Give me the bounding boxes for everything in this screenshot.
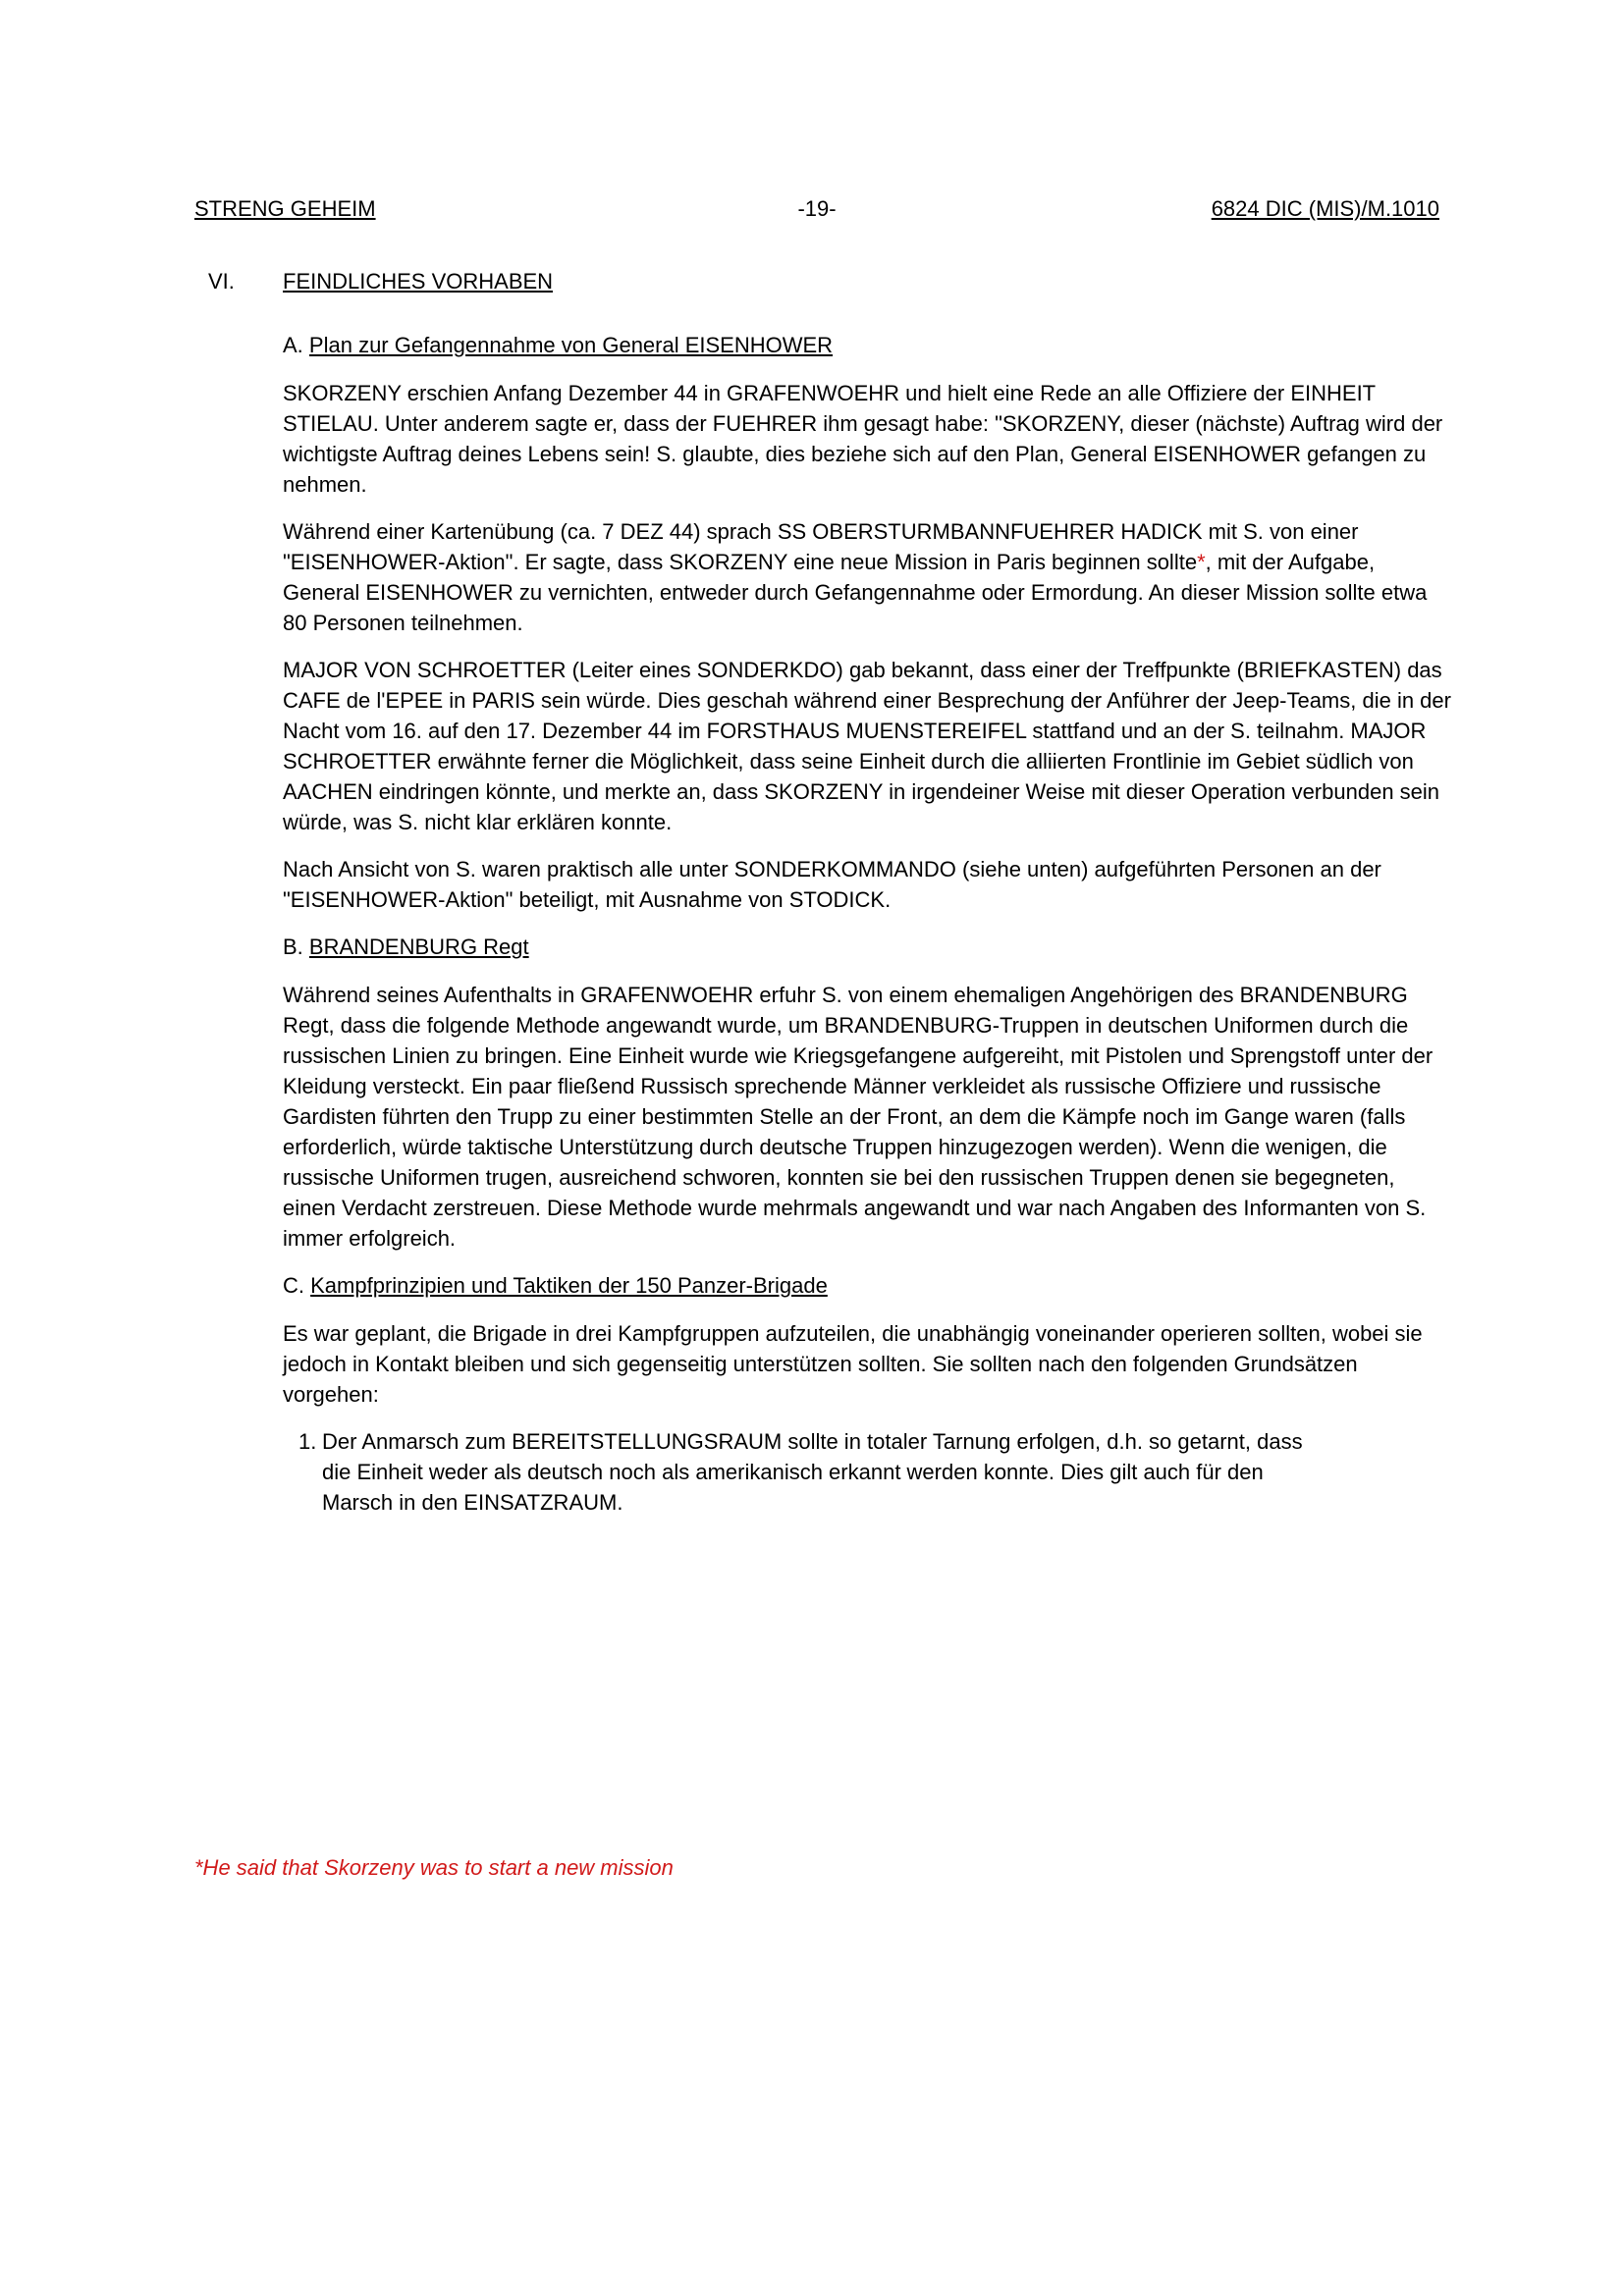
section-title: FEINDLICHES VORHABEN (283, 269, 554, 294)
section-number: VI. (208, 269, 235, 294)
subsection-b-title: BRANDENBURG Regt (308, 934, 529, 959)
paragraph-a1: SKORZENY erschien Anfang Dezember 44 in GRAFENWOEHR und hielt eine Rede an alle Offiziere der EINHEIT STIELAU. Unter anderem sagte er, dass der FUEHRER ihm gesagt habe: "SKORZENY, dieser (nächste) Auftrag wird der wichtigste Auftrag deines Lebens sein! S. glaubte, dies beziehe sich auf den Plan, General EISENHOWER gefangen zu nehmen. (283, 381, 1443, 497)
section-heading (208, 265, 553, 298)
subsection-b-prefix: B. (283, 934, 303, 959)
classification-label: STRENG GEHEIM (194, 196, 376, 221)
subsection-c-title: Kampfprinzipien und Taktiken der 150 Panzer-Brigade (310, 1273, 828, 1298)
subsection-b-heading (283, 932, 1451, 962)
paragraph-a2-after: , mit der Aufgabe, General EISENHOWER zu vernichten, entweder durch Gefangennahme oder Ermordung. An dieser Mission sollte etwa 80 Personen teilnehmen. (283, 550, 1428, 635)
footnote-marker: * (1197, 550, 1206, 574)
subsection-a-heading (283, 330, 1451, 360)
subsection-c-heading (283, 1270, 1451, 1301)
paragraph-a4: Nach Ansicht von S. waren praktisch alle unter SONDERKOMMANDO (siehe unten) aufgeführten Personen an der "EISENHOWER-Aktion" beteiligt, mit Ausnahme von STODICK. (283, 857, 1381, 912)
document-reference: 6824 DIC (MIS)/M.1010 (1211, 196, 1439, 221)
principles-list (283, 1426, 1451, 1518)
paragraph-b1: Während seines Aufenthalts in GRAFENWOEHR erfuhr S. von einem ehemaligen Angehörigen des BRANDENBURG Regt, dass die folgende Methode angewandt wurde, um BRANDENBURG-Truppen in deutschen Uniformen durch die russischen Linien zu bringen. Eine Einheit wurde wie Kriegsgefangene aufgereiht, mit Pistolen und Sprengstoff unter der Kleidung versteckt. Ein paar fließend Russisch sprechende Männer verkleidet als russische Offiziere und russische Gardisten führten den Trupp zu einer bestimmten Stelle an der Front, an dem die Kämpfe noch im Gange waren (falls erforderlich, würde taktische Unterstützung durch deutsche Truppen hinzugezogen werden). Wenn die wenigen, die russische Uniformen trugen, ausreichend schworen, konnten sie bei den russischen Truppen denen sie begegneten, einen Verdacht zerstreuen. Diese Methode wurde mehrmals angewandt und war nach Angaben des Informanten von S. immer erfolgreich. (283, 983, 1434, 1251)
subsection-a-title: Plan zur Gefangennahme von General EISENHOWER (308, 333, 834, 357)
subsection-c-prefix: C. (283, 1273, 304, 1298)
subsection-a-prefix: A. (283, 333, 303, 357)
paragraph-c1: Es war geplant, die Brigade in drei Kampfgruppen aufzuteilen, die unabhängig voneinander operieren sollten, wobei sie jedoch in Kontakt bleiben und sich gegenseitig unterstützen sollten. Sie sollten nach den folgenden Grundsätzen vorgehen: (283, 1321, 1423, 1407)
list-item (298, 1426, 1451, 1518)
page-number: -19- (797, 196, 837, 221)
paragraph-a2 (283, 516, 1451, 638)
document-body (283, 330, 1451, 1518)
paragraph-a3: MAJOR VON SCHROETTER (Leiter eines SONDERKDO) gab bekannt, dass einer der Treffpunkte (BRIEFKASTEN) das CAFE de l'EPEE in PARIS sein würde. Dies geschah während einer Besprechung der Anführer der Jeep-Teams, die in der Nacht vom 16. auf den 17. Dezember 44 im FORSTHAUS MUENSTEREIFEL stattfand und an der S. teilnahm. MAJOR SCHROETTER erwähnte ferner die Möglichkeit, dass seine Einheit durch die alliierten Frontlinie im Gebiet südlich von AACHEN eindringen könnte, und merkte an, dass SKORZENY in irgendeiner Weise mit dieser Operation verbunden sein würde, was S. nicht klar erklären konnte. (283, 658, 1451, 834)
page-header (194, 192, 1439, 226)
paragraph-a2-before: Während einer Kartenübung (ca. 7 DEZ 44) sprach SS OBERSTURMBANNFUEHRER HADICK mit S. von einer "EISENHOWER-Aktion". Er sagte, dass SKORZENY eine neue Mission in Paris beginnen sollte (283, 519, 1359, 574)
footnote: *He said that Skorzeny was to start a new mission (194, 1855, 674, 1880)
list-item-text: Der Anmarsch zum BEREITSTELLUNGSRAUM sollte in totaler Tarnung erfolgen, d.h. so getarnt, dass die Einheit weder als deutsch noch als amerikanisch erkannt werden konnte. Dies gilt auch für den Marsch in den EINSATZRAUM. (322, 1429, 1303, 1515)
list-item-number: 1. (298, 1429, 317, 1454)
